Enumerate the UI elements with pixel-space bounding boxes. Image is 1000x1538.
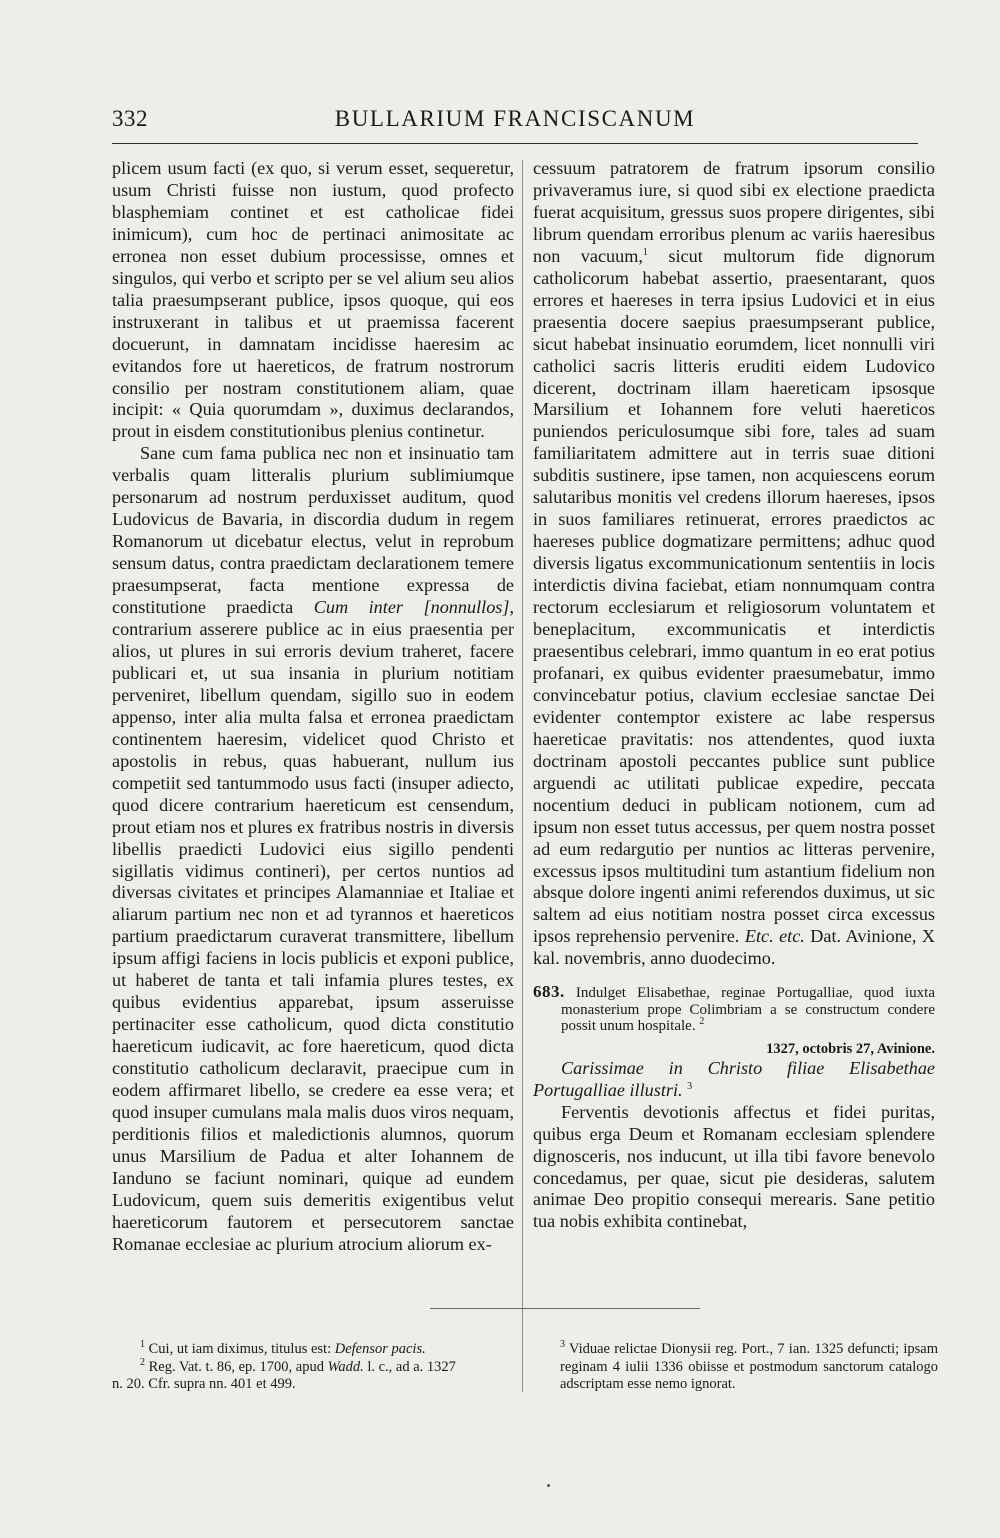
footnote-2-continuation: n. 20. Cfr. supra nn. 401 et 499. — [112, 1376, 296, 1392]
page-speck — [547, 1484, 550, 1487]
footnote-1-italic: Defensor pacis. — [334, 1341, 426, 1357]
entry-date: 1327, octobris 27, Avinione. — [766, 1040, 935, 1057]
entry-number: 683. — [533, 982, 565, 1002]
entry-address — [533, 1058, 935, 1102]
footnotes-left — [112, 1339, 520, 1394]
right-column — [533, 158, 935, 1233]
right-paragraph-1-mid: sicut multorum fide dignorum catholicorum habebat assertio, praesentarant, quos errores et haereses in terra ipsius Ludovici et in eius praesentia docere saepius praesumpserant publice, sicut habebat insinuatio eorumdem, licet nonnulli viri catholici sacris litteris eruditi eidem Ludovico dicerent, doctrinam illam haereticam ipsosque Marsilium et Iohannem fore veluti haereticos puniendos periculosumque sibi fore, tales ad suam familiaritatem admittere aut in terris suae ditioni subditis sustinere, ipse tamen, non acquiescens eorum salutaribus monitis vel credens illorum haereses, ipsos in suos familiares retinuerat, errores praedictos ac haereses publice dogmatizare permittens; adhuc quod diversis ligatus excommunicationum sententiis in locis interdictis divina faciebat, etiam nonnumquam contra rectorum ecclesiarum et religiosorum voluntatem et beneplacitum, excommunicatis et interdictis praesentibus celebrari, immo quantum in eo erat potius profanari, ex quibus evidenter praesumebatur, immo convincebatur potius, clavium ecclesiae sanctae Dei evidenter contemptor existere ac labe respersus haereticae pravitatis: nos attendentes, quod iuxta doctrinam apostoli peccantes publice sunt publice arguendi ac utilitati publicae expedire, peccata nocentium deduci in publicam notionem, cum ad ipsum non esset tutus accessus, per quem nostra posset ad eum redargutio per nuntios ac litteras pervenire, excessus ipsos multitudini tum astantium fidelium non absque dolore ingenti animi referendos duximus, ut sic saltem ad eius notitiam nostra posset circa excessus ipsos reprehensio pervenire. — [533, 245, 935, 947]
footnote-ref-3: 3 — [687, 1080, 693, 1092]
footnote-3-mark: 3 — [560, 1339, 565, 1351]
footnote-2-italic: Wadd. — [327, 1358, 364, 1375]
footnotes-right — [560, 1341, 938, 1394]
right-paragraph-1-start: cessuum patratorem de fratrum ipsorum consilio privaveramus iure, si quod sibi ex electione praedicta fuerat acquisitum, gressus suos propere dirigentes, sibi librum quendam erroribus plenum ac variis haeresibus non vacuum, — [533, 158, 935, 266]
footnote-1-mark: 1 — [140, 1339, 145, 1351]
page-number: 332 — [112, 106, 148, 131]
letter-date: Dat. Avinione, X kal. novembris, anno duodecimo. — [533, 926, 936, 969]
left-paragraph-2 — [112, 443, 514, 1255]
document-entry-683 — [533, 984, 935, 1233]
footnote-3-text: Viduae relictae Dionysii reg. Port., 7 ian. 1325 defuncti; ipsam reginam 4 iulii 1336 obiisse et postmodum sanctorum catalogo adscriptam esse nemo ignorat. — [560, 1341, 938, 1392]
left-paragraph-1: plicem usum facti (ex quo, si verum esset, sequeretur, usum Christi fuisse non iustum, quod profecto blasphemiam continet et est catholicae fidei inimicum), cum hoc de pertinaci animositate ac erronea non esset dubium processisse, omnes et singulos, qui verbo et scripto per se vel alium seu alios talia praesumpserant publice, ipsos quoque, qui eos instruxerant in talibus et ut praemissa facerent docuerunt, in damnatam incidisse haeresim ac evitandos fore ut haereticos, de fratrum nostrorum consilio per nostram constitutionem aliam, quae incipit: « Quia quorumdam », duximus declarandos, prout in eisdem constitutionibus plenius continetur. — [112, 158, 514, 442]
footnote-ref-2: 2 — [699, 1016, 705, 1028]
footnote-2-text-a: Reg. Vat. t. 86, ep. 1700, apud — [148, 1358, 324, 1375]
running-title: BULLARIUM FRANCISCANUM — [334, 106, 696, 131]
entry-summary — [533, 984, 935, 1035]
right-paragraph-1 — [533, 158, 935, 970]
entry-address-text: Carissimae in Christo filiae Elisabethae Portugalliae illustri. — [533, 1057, 935, 1100]
footnote-2-text-b: l. c., ad a. 1327 — [367, 1358, 456, 1375]
entry-text: Ferventis devotionis affectus et fidei puritas, quibus erga Deum et Romanam ecclesiam splendere dignosceris, nos inducunt, ut illa tibi favore benevolo concedamus, per quae, sicut pie desideras, salutem animae Deo propitio consequi merearis. Sane petitio tua nobis exhibita continebat, — [533, 1101, 935, 1232]
footnote-1 — [140, 1341, 520, 1359]
header-rule — [112, 143, 918, 144]
footnote-2 — [140, 1356, 520, 1377]
entry-summary-text: Indulget Elisabethae, reginae Portugalliae, quod iuxta monasterium prope Colimbriam a se constructum condere possit unum hospitale. — [561, 985, 935, 1035]
footnote-rule-right — [530, 1308, 700, 1309]
column-divider — [522, 160, 523, 1392]
footnote-1-text: Cui, ut iam diximus, titulus est: — [148, 1341, 332, 1357]
etc-marker: Etc. etc. — [744, 926, 805, 947]
left-paragraph-2-end: , contrarium asserere publice ac in eius praesentia per alios, ut plures in sui erroris devium traheret, facere publicari et, ut sua insania in plurium notitiam perveniret, libellum quendam, sigillo suo in eodem appenso, inter alia multa falsa et erronea praedictam continentem haeresim, videlicet quod Christo et apostolis in rebus, quas habuerant, nullum ius competiit sed tantummodo usus facti (insuper adiecto, quod dicere contrarium haereticum est censendum, prout etiam nos et plures ex fratribus nostris in diversis libellis praedicti Ludovici eius sigillo pendenti sigillatis vidimus contineri), per certos nuntios ad diversas civitates et principes Alamanniae et Italiae et aliarum partium nec non et ad tyrannos et haereticos partium praedictarum curaverat transmittere, libellum ipsum affigi faciens in locis publicis et exponi publice, ut haberet de tanta et tali infamia plures testes, ex quibus evidentius apparebat, ipsum asseruisse pertinaciter esse catholicum, quod dicta constitutio haereticum iudicavit, ac fore haereticum, quod dicta constitutio catholicum declaravit, praecipue cum in eodem affirmaret libello, se credere ea esse vera; et quod insuper cumulans mala malis duos viros nequam, perditionis filios et maledictionis alumnos, quorum unus Marsilium de Padua et alter Iohannem de Ianduno se faciunt nominari, quique ad eundem Ludovicum, quem suis demeritis exigentibus velut haereticorum fautorem et persecutorem sanctae Romanae ecclesiae ac plurium atrocium aliorum ex- — [112, 597, 514, 1254]
footnote-3 — [560, 1341, 938, 1394]
footnote-ref-1: 1 — [642, 246, 648, 258]
left-paragraph-2-start: Sane cum fama publica nec non et insinuatio tam verbalis quam litteralis plurium sublimiumque personarum ad nostrum perduxisset auditum, quod Ludovicus de Bavaria, in discordia dudum in regem Romanorum ut dicebatur electus, velut in reprobum sensum datus, contra praedictam declarationem temere praesumpserat, facta mentione expressa de constitutione praedicta — [112, 443, 514, 618]
left-column — [112, 158, 514, 1256]
page-header — [112, 106, 918, 146]
constitution-title: Cum inter [nonnullos] — [313, 597, 510, 618]
footnote-rule-left — [430, 1308, 530, 1309]
footnote-2-mark: 2 — [140, 1356, 145, 1368]
